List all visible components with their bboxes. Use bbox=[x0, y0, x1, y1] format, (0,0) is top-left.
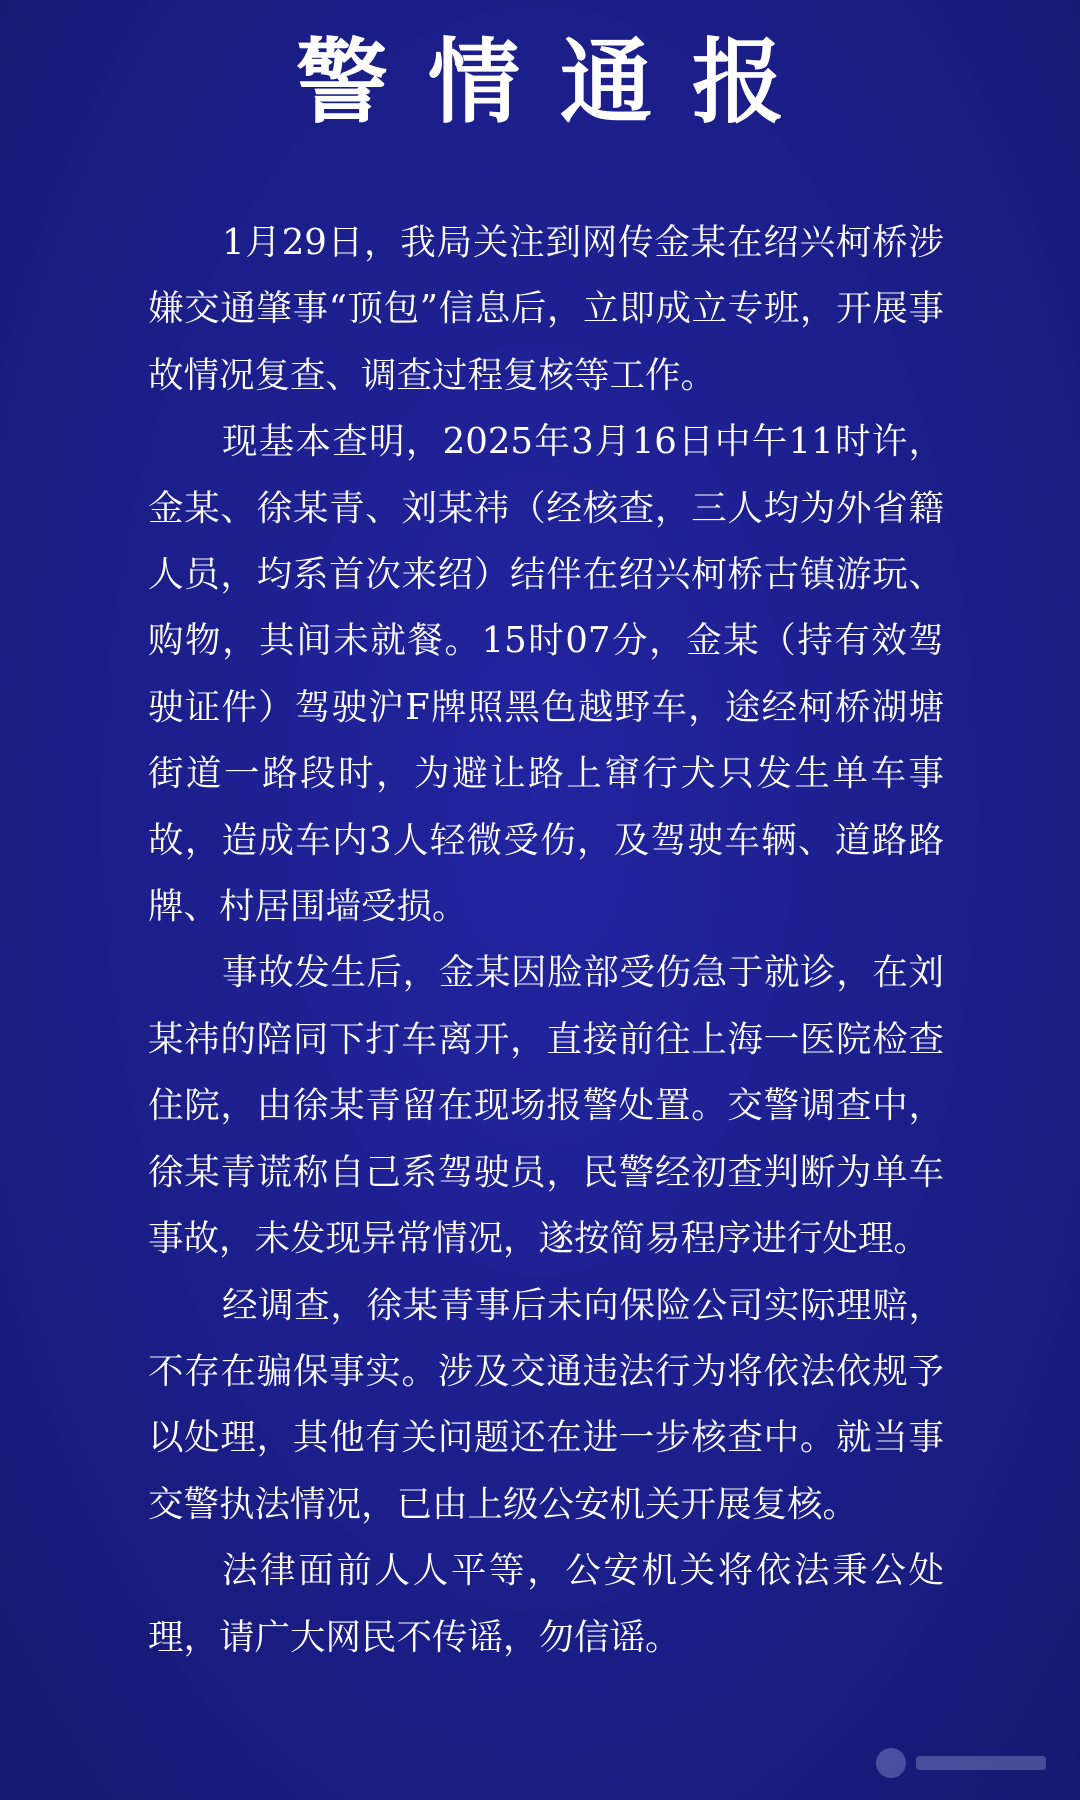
notice-paragraph-1: 1月29日，我局关注到网传金某在绍兴柯桥涉嫌交通肇事“顶包”信息后，立即成立专班，开展事故情况复查、调查过程复核等工作。 bbox=[148, 222, 944, 396]
notice-paragraph-3: 事故发生后，金某因脸部受伤急于就诊，在刘某祎的陪同下打车离开，直接前往上海一医院检查住院，由徐某青留在现场报警处置。交警调查中，徐某青谎称自己系驾驶员，民警经初查判断为单车事故，未发现异常情况，遂按简易程序进行处理。 bbox=[148, 952, 944, 1260]
notice-title: 警情通报 bbox=[295, 29, 824, 136]
notice-paragraph-4: 经调查，徐某青事后未向保险公司实际理赔，不存在骗保事实。涉及交通违法行为将依法依规予以处理，其他有关问题还在进一步核查中。就当事交警执法情况，已由上级公安机关开展复核。 bbox=[148, 1284, 944, 1525]
notice-paragraph-5: 法律面前人人平等，公安机关将依法秉公处理，请广大网民不传谣，勿信谣。 bbox=[148, 1550, 944, 1658]
notice-body bbox=[148, 210, 944, 1671]
watermark-icon bbox=[876, 1748, 1056, 1790]
notice-paragraph-2: 现基本查明，2025年3月16日中午11时许，金某、徐某青、刘某祎（经核查，三人均为外省籍人员，均系首次来绍）结伴在绍兴柯桥古镇游玩、购物，其间未就餐。15时07分，金某（持有效驾驶证件）驾驶沪F牌照黑色越野车，途经柯桥湖塘街道一路段时，为避让路上窜行犬只发生单车事故，造成车内3人轻微受伤，及驾驶车辆、道路路牌、村居围墙受损。 bbox=[148, 421, 944, 928]
